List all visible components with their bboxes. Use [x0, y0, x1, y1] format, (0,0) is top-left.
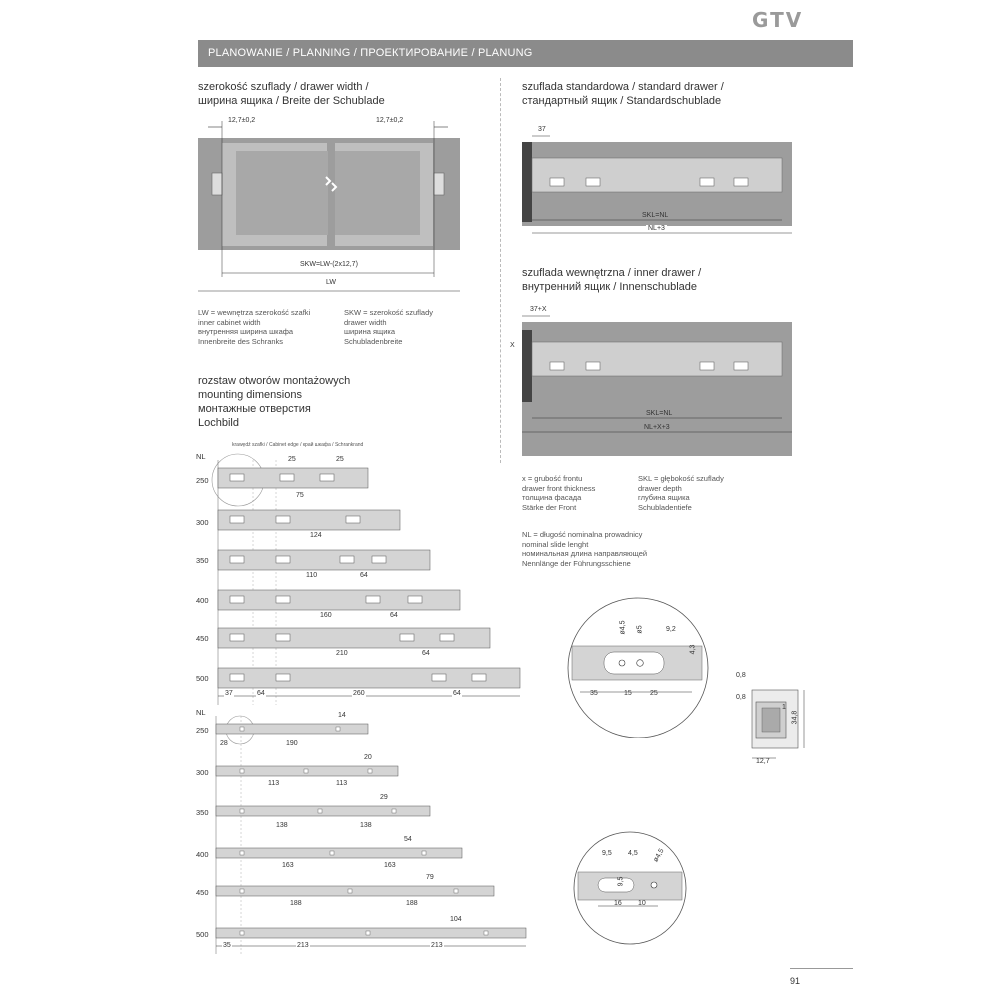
- mounting-slot: [604, 652, 664, 674]
- rail-300: [218, 510, 400, 530]
- row-nl: 350: [196, 808, 209, 817]
- slide-hole: [700, 178, 714, 186]
- row-dim: 190: [286, 740, 298, 747]
- row-dim: 79: [426, 874, 434, 881]
- nl-header: NL: [196, 452, 206, 461]
- row-dim: 113: [336, 780, 348, 787]
- section-banner: PLANOWANIE / PLANNING / ПРОЕКТИРОВАНИЕ / PLANUNG: [198, 40, 853, 67]
- row-dim: 28: [220, 740, 228, 747]
- row-nl: 500: [196, 674, 209, 683]
- row-dim: 14: [338, 712, 346, 719]
- profile-d3: 1: [782, 704, 786, 711]
- row-nl: 400: [196, 596, 209, 605]
- mounting-dimensions-title: rozstaw otworów montażowych mounting dimensions монтажные отверстия Lochbild: [198, 375, 351, 429]
- d2-5-dim: 16: [614, 900, 622, 907]
- skw-dim: SKW=LW-(2x12,7): [300, 261, 358, 268]
- row-dim: 37: [225, 690, 233, 697]
- lw-dim: LW: [326, 279, 336, 286]
- slide-hole: [586, 178, 600, 186]
- row-dim: 210: [336, 650, 348, 657]
- rail-500: [218, 668, 520, 688]
- slide-profile: [728, 672, 810, 768]
- skl-dim: SKL=NL: [642, 212, 669, 219]
- row-dim: 25: [288, 456, 296, 463]
- nl-header: NL: [196, 708, 206, 717]
- d37-dim: 37: [538, 126, 546, 133]
- rail-300: [216, 766, 398, 776]
- row-dim: 138: [276, 822, 288, 829]
- d3-dim: 9,2: [666, 626, 676, 633]
- slide-hole: [700, 362, 714, 370]
- left-slide: [212, 173, 222, 195]
- standard-drawer-title: szuflada standardowa / standard drawer / стандартный ящик / Standardschublade: [522, 81, 724, 107]
- drawer-width-diagram: [198, 115, 460, 295]
- gap-left-dim: 12,7±0,2: [228, 117, 256, 124]
- row-nl: 500: [196, 930, 209, 939]
- row-dim: 213: [297, 942, 309, 949]
- mounting-lower: [196, 708, 536, 954]
- rail-500: [216, 928, 526, 938]
- profile-d5: 12,7: [756, 758, 770, 765]
- row-nl: 450: [196, 888, 209, 897]
- right-slide: [434, 173, 444, 195]
- nl3-dim: NL+3: [648, 225, 665, 232]
- column-divider: [500, 78, 501, 463]
- d37x-dim: 37+X: [530, 306, 547, 313]
- d2-2-dim: 4,5: [628, 850, 638, 857]
- mounting-upper: [196, 440, 526, 705]
- drawer-width-svg: [198, 115, 460, 295]
- rail-400: [218, 590, 460, 610]
- row-dim: 163: [282, 862, 294, 869]
- slide-hole: [550, 362, 564, 370]
- slide-hole: [550, 178, 564, 186]
- skw-legend: SKW = szerokość szuflady drawer width ширина ящика Schubladenbreite: [344, 308, 433, 346]
- hole-detail-2-svg: [568, 830, 698, 948]
- row-dim: 110: [306, 572, 318, 579]
- inner-drawer-diagram: [510, 306, 792, 456]
- drawer-inner-right: [335, 151, 420, 235]
- oval-slot: [598, 878, 634, 892]
- d2-3-dim: ø4,5: [652, 847, 666, 864]
- drawer-inner-left: [236, 151, 328, 235]
- x-dim: X: [510, 342, 515, 349]
- profile-d1: 0,8: [736, 672, 746, 679]
- x-legend: x = grubość frontu drawer front thickness толщина фасада Stärke der Front: [522, 474, 596, 512]
- row-dim: 163: [384, 862, 396, 869]
- skl-dim: SKL=NL: [646, 410, 673, 417]
- slide-hole: [586, 362, 600, 370]
- d2-6-dim: 10: [638, 900, 646, 907]
- rail-400: [216, 848, 462, 858]
- page-number-rule: [790, 968, 853, 969]
- ball-carriage: [762, 708, 780, 732]
- d6-dim: 15: [624, 690, 632, 697]
- profile-d2: 0,8: [736, 694, 746, 701]
- drawer-front: [522, 142, 532, 222]
- lw-legend: LW = wewnętrza szerokość szafki inner cabinet width внутренняя ширина шкафа Innenbreite des Schranks: [198, 308, 311, 346]
- standard-drawer-diagram: [522, 126, 792, 242]
- row-dim: 104: [450, 916, 462, 923]
- row-dim: 138: [360, 822, 372, 829]
- row-dim: 35: [223, 942, 231, 949]
- row-dim: 20: [364, 754, 372, 761]
- row-dim: 29: [380, 794, 388, 801]
- hole-detail-2: [568, 830, 698, 948]
- row-dim: 260: [353, 690, 365, 697]
- row-dim: 64: [422, 650, 430, 657]
- slide-rail: [532, 342, 782, 376]
- slide-hole: [734, 362, 748, 370]
- row-dim: 64: [453, 690, 461, 697]
- page-number: 91: [790, 976, 801, 986]
- d2-1-dim: 9,5: [602, 850, 612, 857]
- d4-dim: 4,3: [689, 644, 697, 655]
- row-dim: 64: [390, 612, 398, 619]
- drawer-front: [522, 330, 532, 402]
- row-dim: 75: [296, 492, 304, 499]
- skl-legend: SKL = głębokość szuflady drawer depth глубина ящика Schubladentiefe: [638, 474, 724, 512]
- row-nl: 400: [196, 850, 209, 859]
- rail-450: [218, 628, 490, 648]
- row-dim: 64: [360, 572, 368, 579]
- d7-dim: 25: [650, 690, 658, 697]
- inner-drawer-title: szuflada wewnętrzna / inner drawer / внутренний ящик / Innenschublade: [522, 267, 702, 293]
- d2-4-dim: 9,5: [617, 876, 625, 887]
- hole-5: [637, 660, 644, 667]
- rail-350: [218, 550, 430, 570]
- d2-dim: ø5: [636, 625, 644, 634]
- gap-right-dim: 12,7±0,2: [376, 117, 404, 124]
- row-dim: 64: [257, 690, 265, 697]
- brand-logo: GTV: [752, 8, 804, 32]
- row-dim: 124: [310, 532, 322, 539]
- drawer-width-title: szerokość szuflady / drawer width / ширина ящика / Breite der Schublade: [198, 81, 385, 107]
- row-dim: 188: [406, 900, 418, 907]
- d5-dim: 35: [590, 690, 598, 697]
- rail-350: [216, 806, 430, 816]
- hole-4-5: [619, 660, 625, 666]
- row-dim: 54: [404, 836, 412, 843]
- row-nl: 300: [196, 518, 209, 527]
- row-nl: 250: [196, 476, 209, 485]
- row-dim: 25: [336, 456, 344, 463]
- row-nl: 300: [196, 768, 209, 777]
- mounting-lower-svg: [196, 708, 536, 954]
- rail-450: [216, 886, 494, 896]
- rail-250: [218, 468, 368, 488]
- slide-rail: [532, 158, 782, 192]
- nl-legend: NL = długość nominalna prowadnicy nominal slide lenght номинальная длина направляющей Nennlänge der Führungsschiene: [522, 530, 648, 568]
- slide-hole: [734, 178, 748, 186]
- row-dim: 160: [320, 612, 332, 619]
- cabinet-edge-label: krawędź szafki / Cabinet edge / край шкафа / Schrankrand: [232, 442, 364, 448]
- inner-drawer-svg: [510, 306, 792, 456]
- row-nl: 250: [196, 726, 209, 735]
- hole-detail-1: [556, 594, 714, 738]
- row-dim: 213: [431, 942, 443, 949]
- profile-d4: 34,8: [791, 710, 799, 725]
- rail-250: [216, 724, 368, 734]
- hole-4-5: [651, 882, 657, 888]
- d1-dim: ø4,5: [619, 620, 627, 635]
- hole-detail-1-svg: [556, 594, 714, 738]
- row-nl: 450: [196, 634, 209, 643]
- row-nl: 350: [196, 556, 209, 565]
- row-dim: 113: [268, 780, 280, 787]
- row-dim: 188: [290, 900, 302, 907]
- nlx3-dim: NL+X+3: [644, 424, 670, 431]
